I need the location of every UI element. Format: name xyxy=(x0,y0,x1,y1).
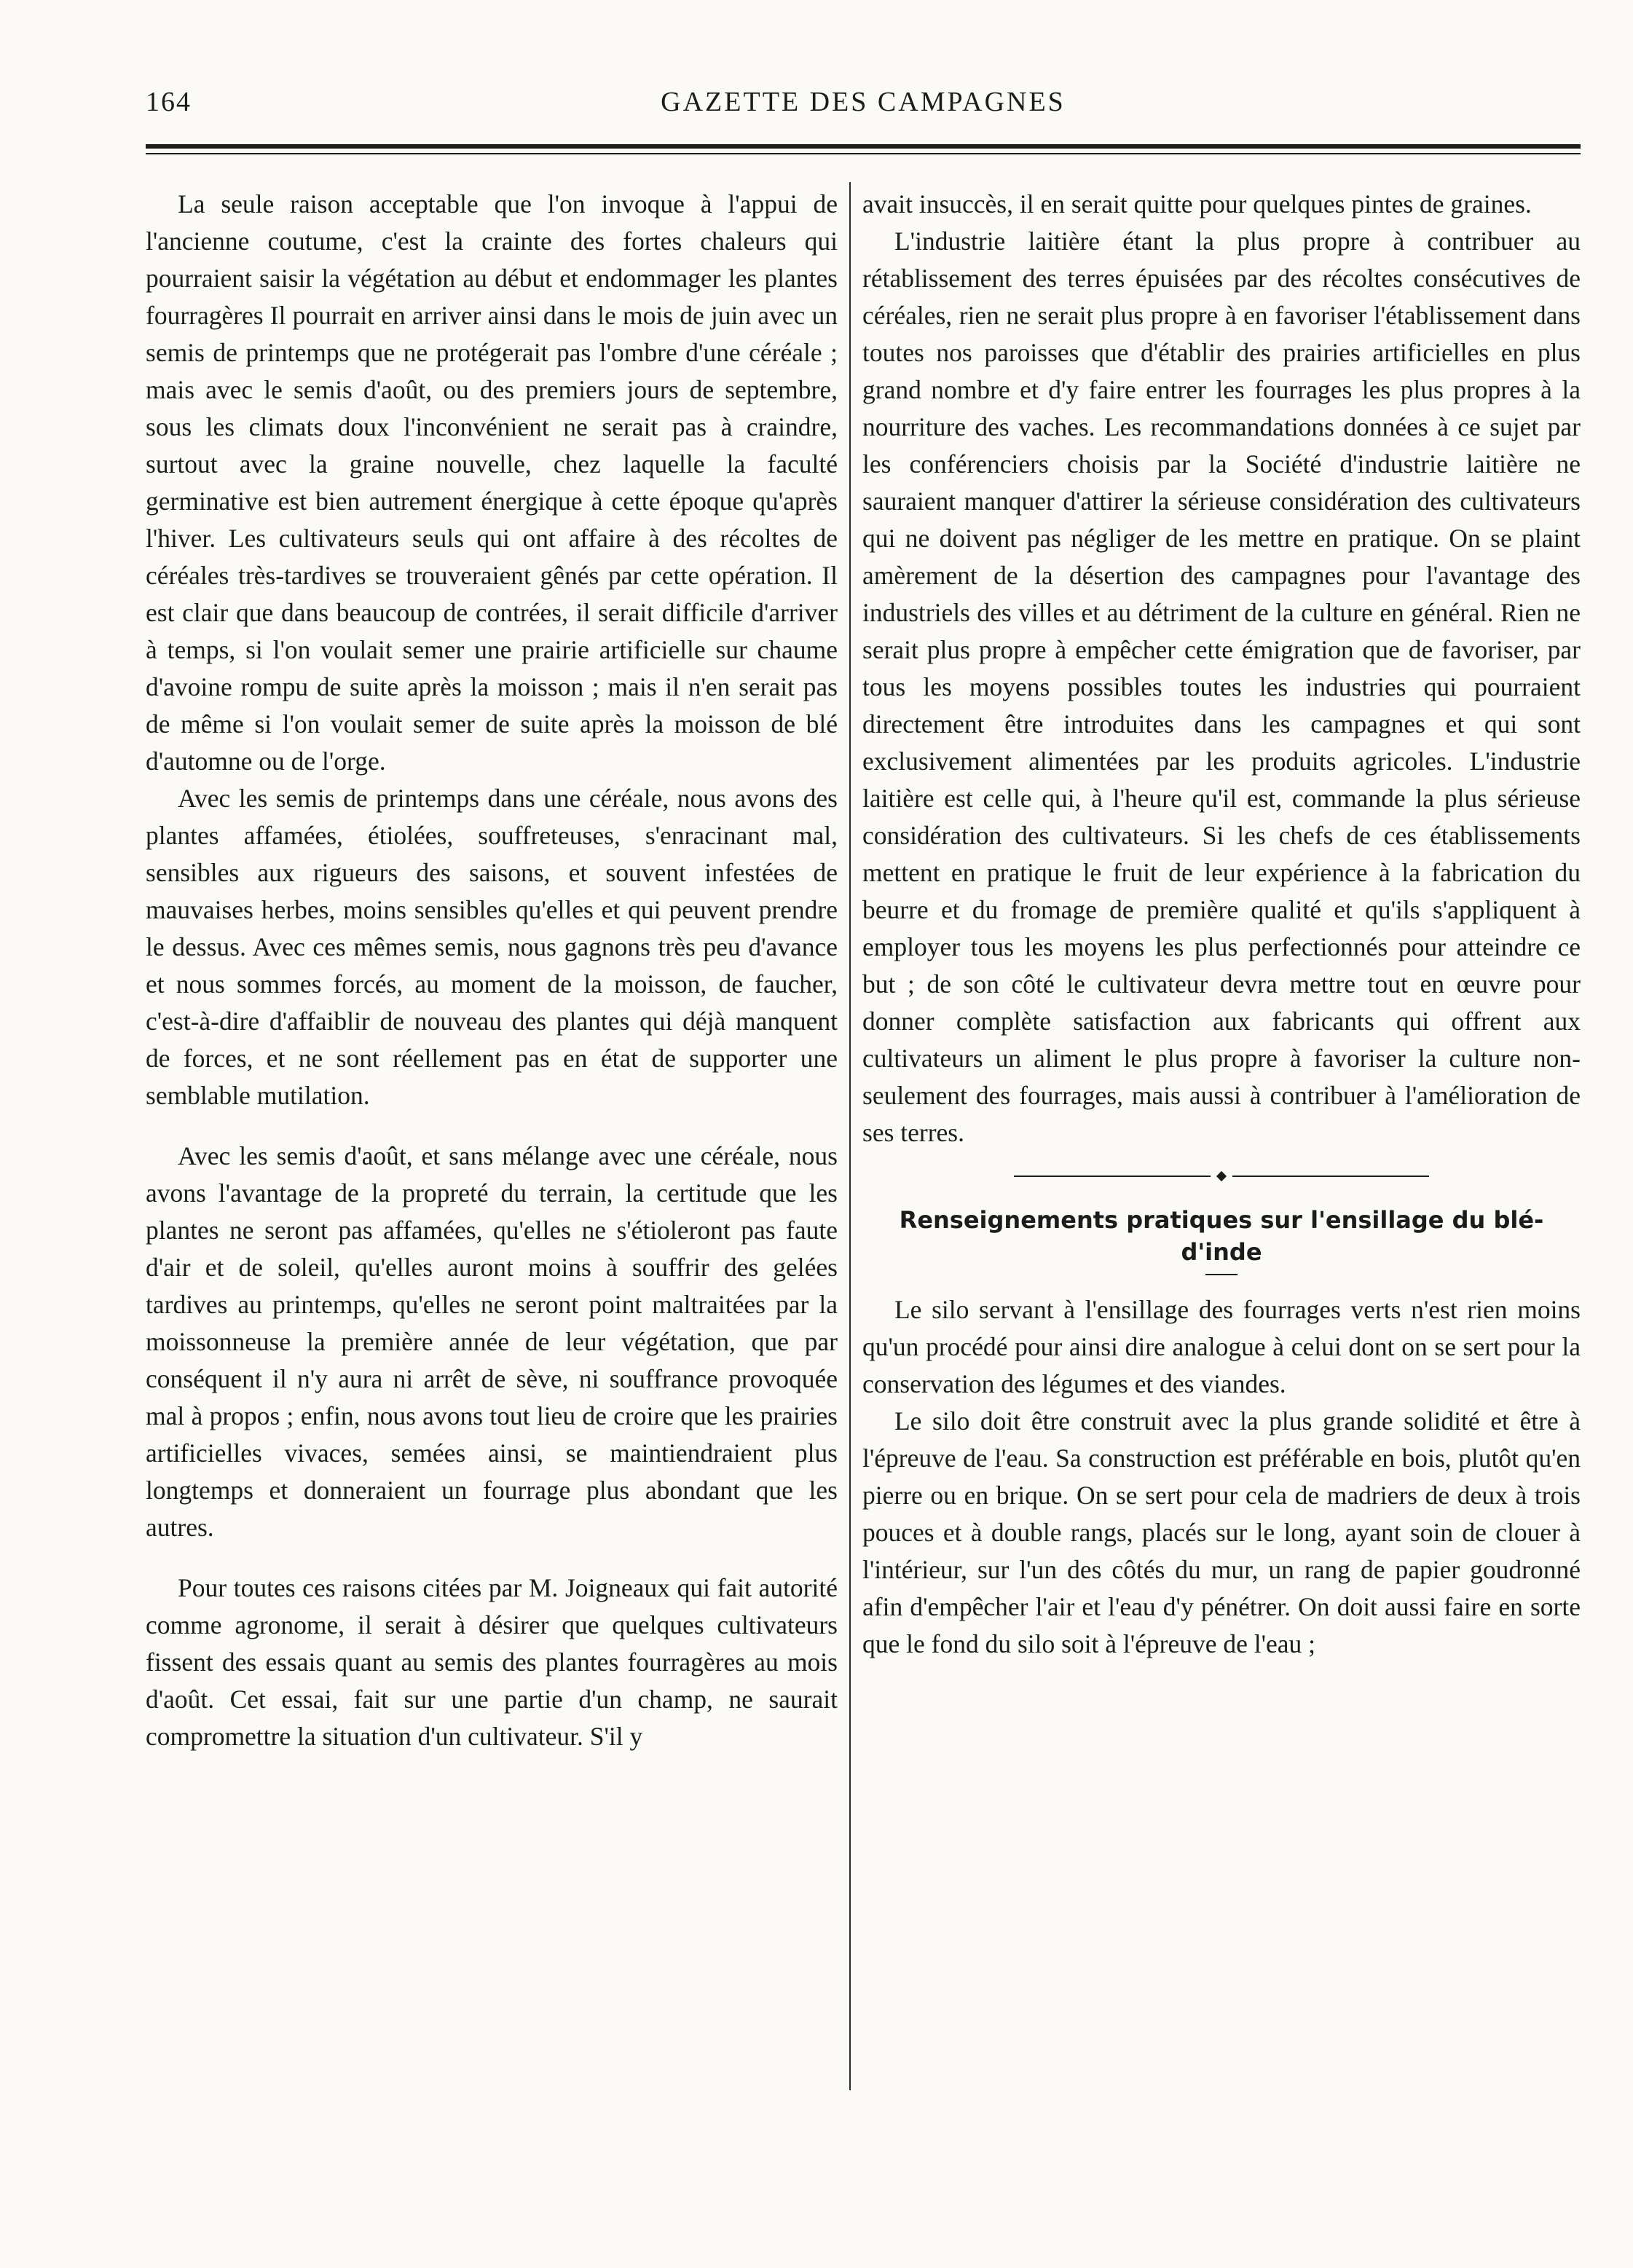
page-header xyxy=(146,86,1581,137)
left-column xyxy=(146,186,838,1755)
header-rule-thick xyxy=(146,144,1581,149)
paragraph: Le silo servant à l'ensillage des fourrages verts n'est rien moins qu'un procédé pour ainsi dire analogue à celui dont on se sert pour la conservation des légumes et des viandes. xyxy=(862,1295,1581,1398)
paragraph: L'industrie laitière étant la plus propre à contribuer au rétablissement des terres épuisées par des récoltes consécutives de céréales, rien ne serait plus propre à en favoriser l'établissement dans toutes nos paroisses que d'établir des prairies artificielles en plus grand nombre et d'y faire entrer les fourrages les plus propres à la nourriture des vaches. Les recommandations données à ce sujet par les conférenciers choisis par la Société d'industrie laitière ne sauraient manquer d'attirer la sérieuse considération des cultivateurs qui ne doivent pas négliger de les mettre en pratique. On se plaint amèrement de la désertion des campagnes pour l'avantage des industriels des villes et au détriment de la culture en général. Rien ne serait plus propre à empêcher cette émigration que de favoriser, par tous les moyens possibles toutes les industries qui pourraient directement être introduites dans les campagnes et qui sont exclusivement alimentées par les produits agricoles. L'industrie laitière est celle qui, à l'heure qu'il est, commande la plus sérieuse considération des cultivateurs. Si les chefs de ces établissements mettent en pratique le fruit de leur expérience à la fabrication du beurre et du fromage de première qualité et qu'ils s'appliquent à employer tous les moyens les plus perfectionnés pour atteindre ce but ; de son côté le cultivateur devra mettre tout en œuvre pour donner complète satisfaction aux fabricants qui offrent aux cultivateurs un aliment le plus propre à favoriser la culture non-seulement des fourrages, mais aussi à contribuer à l'amélioration de ses terres. xyxy=(862,227,1581,1147)
paragraph: avait insuccès, il en serait quitte pour quelques pintes de graines. xyxy=(862,189,1532,218)
title-underline xyxy=(1205,1274,1237,1275)
section-title: Renseignements pratiques sur l'ensillage du blé-d'inde xyxy=(899,1206,1544,1266)
column-divider xyxy=(849,182,851,2090)
paragraph: Le silo doit être construit avec la plus grande solidité et être à l'épreuve de l'eau. Sa construction est préférable en bois, plutôt qu'en pierre ou en brique. On se sert pour cela de madriers de deux à trois pouces et à double rangs, placés sur le long, ayant soin de clouer à l'intérieur, sur l'un des côtés du mur, un rang de papier goudronné afin d'empêcher l'air et l'eau d'y pénétrer. On doit aussi faire en sorte que le fond du silo soit à l'épreuve de l'eau ; xyxy=(862,1406,1581,1658)
paragraph: Avec les semis de printemps dans une céréale, nous avons des plantes affamées, étiolées, souffreteuses, s'enracinant mal, sensibles aux rigueurs des saisons, et souvent infestées de mauvaises herbes, moins sensibles qu'elles et qui peuvent prendre le dessus. Avec ces mêmes semis, nous gagnons très peu d'avance et nous sommes forcés, au moment de la moisson, de faucher, c'est-à-dire d'affaiblir de nouveau des plantes qui déjà manquent de forces, et ne sont réellement pas en état de supporter une semblable mutilation. xyxy=(146,784,838,1110)
header-rule-thin xyxy=(146,153,1581,154)
paragraph: Pour toutes ces raisons citées par M. Joigneaux qui fait autorité comme agronome, il serait à désirer que quelques cultivateurs fissent des essais quant au semis des plantes fourragères au mois d'août. Cet essai, fait sur une partie d'un champ, ne saurait compromettre la situation d'un cultivateur. S'il y xyxy=(146,1573,838,1751)
section-ornament xyxy=(862,1162,1581,1191)
page-number: 164 xyxy=(146,87,192,117)
running-title: GAZETTE DES CAMPAGNES xyxy=(661,87,1066,117)
right-column xyxy=(862,186,1581,1663)
paragraph: Avec les semis d'août, et sans mélange avec une céréale, nous avons l'avantage de la propreté du terrain, la certitude que les plantes ne seront pas affamées, qu'elles ne s'étioleront pas faute d'air et de soleil, qu'elles auront moins à souffrir des gelées tardives au printemps, qu'elles ne seront point maltraitées par la moissonneuse la première année de leur végétation, que par conséquent il n'y aura ni arrêt de sève, ni souffrance provoquée mal à propos ; enfin, nous avons tout lieu de croire que les prairies artificielles vivaces, semées ainsi, se maintiendraient plus longtemps et donneraient un fourrage plus abondant que les autres. xyxy=(146,1141,838,1542)
paragraph: La seule raison acceptable que l'on invoque à l'appui de l'ancienne coutume, c'est la crainte des fortes chaleurs qui pourraient saisir la végétation au début et endommager les plantes fourragères Il pourrait en arriver ainsi dans le mois de juin avec un semis de printemps que ne protégerait pas l'ombre d'une céréale ; mais avec le semis d'août, ou des premiers jours de septembre, sous les climats doux l'inconvénient ne serait pas à craindre, surtout avec la graine nouvelle, chez laquelle la faculté germinative est bien autrement énergique à cette époque qu'après l'hiver. Les cultivateurs seuls qui ont affaire à des récoltes de céréales très-tardives se trouveraient gênés par cette opération. Il est clair que dans beaucoup de contrées, il serait difficile d'arriver à temps, si l'on voulait semer une prairie artificielle sur chaume d'avoine rompu de suite après la moisson ; mais il n'en serait pas de même si l'on voulait semer de suite après la moisson de blé d'automne ou de l'orge. xyxy=(146,189,838,776)
